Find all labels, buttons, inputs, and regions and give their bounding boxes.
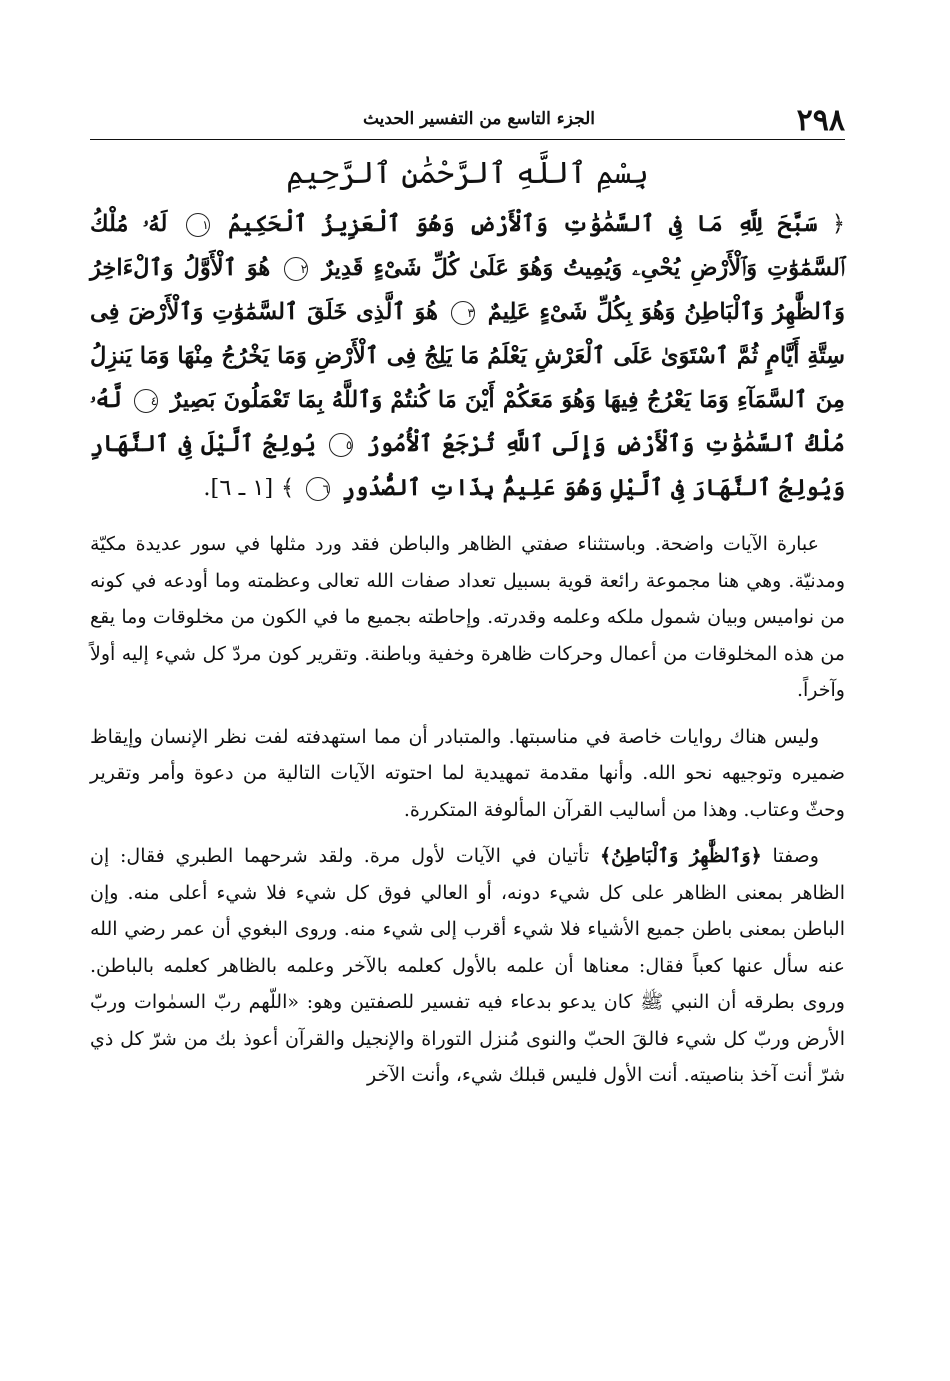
paragraph-text: تأتيان في الآيات لأول مرة. ولقد شرحهما الطبري فقال: إن الظاهر بمعنى الظاهر على كل شيء دونه، أو العالي فوق كل شيء فلا شيء أعلى منه. وإن الباطن بمعنى باطن جميع الأشياء فلا شيء أقرب إلى شيء منه. وروى البغوي أن عمر رضي الله عنه سأل عنها كعباً فقال: معناها أن علمه بالأول كعلمه بالآخر وعلمه بالظاهر كعلمه بالباطن. وروى بطرقه أن النبي ﷺ كان يدعو بدعاء فيه تفسير للصفتين وهو: «اللّهم ربّ السمٰوات وربّ الأرض وربّ كل شيء فالقَ الحبّ والنوى مُنزل التوراة والإنجيل والقرآن أعوذ بك من شرّ كل ذي شرّ أنت آخذ بناصيته. أنت الأول فليس قبلك شيء، وأنت الآخر [90,845,845,1086]
page-header [90,95,845,140]
paragraph-lead: وصفتا [772,845,819,867]
ayah-text: هُوَ ٱلْأَوَّلُ وَٱلْءَاخِرُ وَٱلظَّٰهِرُ وَٱلْبَاطِنُ وَهُوَ بِكُلِّ شَىْءٍ عَلِيمٌ [90,255,845,325]
page-number: ٢٩٨ [796,103,845,138]
running-title: الجزء التاسع من التفسير الحديث [362,109,595,129]
commentary-paragraph: وليس هناك روايات خاصة في مناسبتها. والمتبادر أن مما استهدفته لفت نظر الإنسان وإيقاظ ضميره وتوجيهه نحو الله. وأنها مقدمة تمهيدية لما احتوته الآيات التالية من دعوة وأمر وتقرير وحثّ وعتاب. وهذا من أساليب القرآن المألوفة المتكررة. [90,725,845,821]
ayah-number-marker: ٢ [284,257,308,281]
ayah-text: سَبَّحَ لِلَّهِ مَا فِى ٱلسَّمَٰوَٰتِ وَٱلْأَرْضِ وَهُوَ ٱلْعَزِيزُ ٱلْحَكِيمُ [228,211,818,237]
book-page [90,95,845,1094]
ayah-number-marker: ٤ [134,389,158,413]
ayah-text: لَهُۥ مُلْكُ ٱلسَّمَٰوَٰتِ وَٱلْأَرْضِ يُحْىِۦ وَيُمِيتُ وَهُوَ عَلَىٰ كُلِّ شَىْءٍ قَدِيرٌ [90,211,845,281]
commentary-paragraph [90,838,845,1094]
ayah-text: يُولِجُ ٱلَّيْلَ فِى ٱلنَّهَارِ وَيُولِجُ ٱلنَّهَارَ فِى ٱلَّيْلِ وَهُوَ عَلِيمٌۢ بِذَاتِ ٱلصُّدُورِ [90,431,845,501]
ayah-text: لَّهُۥ مُلْكُ ٱلسَّمَٰوَٰتِ وَٱلْأَرْضِ وَإِلَى ٱللَّهِ تُرْجَعُ ٱلْأُمُورُ [90,387,845,457]
quran-open-bracket: ﴿ [831,211,846,237]
ayah-text: هُوَ ٱلَّذِى خَلَقَ ٱلسَّمَٰوَٰتِ وَٱلْأَرْضَ فِى سِتَّةِ أَيَّامٍ ثُمَّ ٱسْتَوَىٰ عَلَى ٱلْعَرْشِ يَعْلَمُ مَا يَلِجُ فِى ٱلْأَرْضِ وَمَا يَخْرُجُ مِنْهَا وَمَا يَنزِلُ مِنَ ٱلسَّمَآءِ وَمَا يَعْرُجُ فِيهَا وَهُوَ مَعَكُمْ أَيْنَ مَا كُنتُمْ وَٱللَّهُ بِمَا تَعْمَلُونَ بَصِيرٌ [90,299,845,413]
ayah-number-marker: ١ [186,213,210,237]
ayah-number-marker: ٦ [306,477,330,501]
quran-close-bracket: ﴾ [281,475,295,501]
basmala: بِسْمِ ٱللَّهِ ٱلرَّحْمَٰنِ ٱلرَّحِيمِ [286,156,649,191]
ayah-number-marker: ٣ [451,301,475,325]
verse-reference: [١ ـ ٦]. [203,475,274,501]
quran-verses [90,202,845,510]
ayah-number-marker: ٥ [329,433,353,457]
inline-quran-quote: ﴿وَٱلظَّٰهِرُ وَٱلْبَاطِنُ﴾ [600,845,762,867]
commentary-paragraph: عبارة الآيات واضحة. وباستثناء صفتي الظاهر والباطن فقد ورد مثلها في سور عديدة مكيّة ومدنيّة. وهي هنا مجموعة رائعة قوية بسبيل تعداد صفات الله تعالى وعظمته وما أودعه في كونه من نواميس وبيان شمول ملكه وعلمه وقدرته. وإحاطته بجميع ما في الكون من مخلوقات وما يقع من هذه المخلوقات من أعمال وحركات ظاهرة وخفية وباطنة. وتقرير كون مردّ كل شيء إليه أولاً وآخراً. [90,533,845,701]
